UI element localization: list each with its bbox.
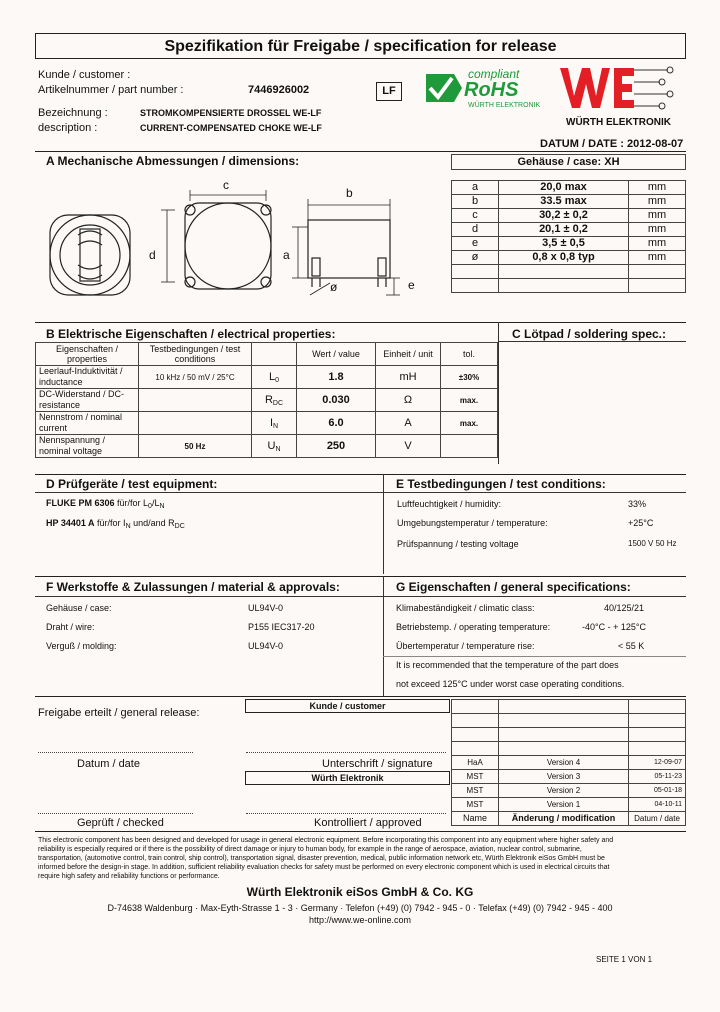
customer-label: Kunde / customer : xyxy=(38,69,131,81)
rohs-compliant: compliant xyxy=(468,67,520,81)
spec-optemp-label: Betriebstemp. / operating temperature: xyxy=(396,622,551,632)
disclaimer-line-3: transportation, (automotive control, train control, ship control), transportation signal, disaster prevention, medical, public information network etc, Würth Elektronik eiSos GmbH must be xyxy=(38,855,605,862)
page-title: Spezifikation für Freigabe / specification for release xyxy=(164,38,557,55)
dim-label-d: d xyxy=(149,248,156,262)
test-equipment-2: HP 34401 A für/for $I_N$ und/and $R_{DC}$ xyxy=(46,518,185,530)
table-row: a 20,0 max mm xyxy=(452,181,686,195)
table-row: MST Version 2 05-01-18 xyxy=(452,784,686,798)
table-row: Nennspannung / nominal voltage 50 Hz $U_N$ 250 V xyxy=(36,435,498,458)
description-value: CURRENT-COMPENSATED CHOKE WE-LF xyxy=(140,123,322,133)
electrical-table: Eigenschaften / properties Testbedingungen / test conditions Wert / value Einheit / unit tol. Leerlauf-Induktivität / inductance 10 kHz / 50 mV / 25°C $L_0$ 1.8 mH ±30% DC-Widerstand / DC-resistance $R_{DC}$ 0.030 Ω max. Nennstrom / nominal current $I_N$ 6.0 A max. Nennspannung / nominal voltage 50 Hz $U_N$ 250 V xyxy=(35,342,498,458)
table-row xyxy=(452,279,686,293)
page-number: SEITE 1 VON 1 xyxy=(596,955,653,964)
section-d-title: D Prüfgeräte / test equipment: xyxy=(46,477,218,491)
material-molding-label: Verguß / molding: xyxy=(46,641,117,651)
disclaimer-line-5: require high safety and reliability functions or performance. xyxy=(38,873,220,880)
material-wire-label: Draht / wire: xyxy=(46,622,95,632)
table-row: HaA Version 4 12-09-07 xyxy=(452,756,686,770)
spec-climatic-label: Klimabeständigkeit / climatic class: xyxy=(396,603,535,613)
rohs-logo xyxy=(418,68,546,110)
we-logo-icon xyxy=(556,62,686,116)
bezeichnung-label: Bezeichnung : xyxy=(38,107,108,119)
checked-label: Geprüft / checked xyxy=(77,817,164,829)
section-f-title: F Werkstoffe & Zulassungen / material & approvals: xyxy=(46,580,340,594)
test-cond-humidity-label: Luftfeuchtigkeit / humidity: xyxy=(397,499,502,509)
release-date-label: Datum / date xyxy=(77,758,140,770)
title-box xyxy=(35,33,686,59)
dim-label-e: e xyxy=(408,278,415,292)
release-signature-label: Unterschrift / signature xyxy=(322,758,433,770)
rohs-text: RoHS xyxy=(464,79,519,101)
disclaimer-line-2: reliability is especially required or if there is the possibility of direct damage or injury to human body, for example in the range of aerospace, aviation, nuclear control, submarine, xyxy=(38,846,582,853)
material-wire-value: P155 IEC317-20 xyxy=(248,622,315,632)
dim-label-b: b xyxy=(346,186,353,200)
table-row: d 20,1 ± 0,2 mm xyxy=(452,223,686,237)
company-address: D-74638 Waldenburg · Max-Eyth-Strasse 1 - 3 · Germany · Telefon (+49) (0) 7942 - 945 - 0 · Telefax (+49) (0) 7942 - 945 - 400 xyxy=(107,903,613,913)
bezeichnung-value: STROMKOMPENSIERTE DROSSEL WE-LF xyxy=(140,108,322,118)
table-row: MST Version 3 05-11-23 xyxy=(452,770,686,784)
table-row: MST Version 1 04-10-11 xyxy=(452,798,686,812)
dim-label-a: a xyxy=(283,248,290,262)
datasheet-date: DATUM / DATE : 2012-08-07 xyxy=(540,138,684,150)
dim-label-diameter: ø xyxy=(330,280,338,294)
test-cond-voltage-label: Prüfspannung / testing voltage xyxy=(397,539,519,549)
table-row: Nennstrom / nominal current $I_N$ 6.0 A max. xyxy=(36,412,498,435)
revision-table: HaA Version 4 12-09-07 MST Version 3 05-11-23 MST Version 2 05-01-18 MST Version 1 04-10-11 Name Änderung / modification Datum / date xyxy=(451,699,686,826)
test-cond-voltage-value: 1500 V 50 Hz xyxy=(628,539,677,548)
table-row: e 3,5 ± 0,5 mm xyxy=(452,237,686,251)
section-g-title: G Eigenschaften / general specifications: xyxy=(396,580,631,594)
dimension-table xyxy=(451,154,686,293)
section-c-title: C Lötpad / soldering spec.: xyxy=(512,327,667,341)
section-b-title: B Elektrische Eigenschaften / electrical properties: xyxy=(46,327,336,341)
section-e-title: E Testbedingungen / test conditions: xyxy=(396,477,606,491)
test-cond-temp-label: Umgebungstemperatur / temperature: xyxy=(397,518,548,528)
material-molding-value: UL94V-0 xyxy=(248,641,284,651)
description-label: description : xyxy=(38,122,98,134)
table-row: DC-Widerstand / DC-resistance $R_{DC}$ 0.030 Ω max. xyxy=(36,389,498,412)
we-box: Würth Elektronik xyxy=(245,771,450,785)
test-equipment-1: FLUKE PM 6306 für/for $L_0/L_N$ xyxy=(46,498,165,510)
disclaimer-line-1: This electronic component has been designed and developed for usage in general electronic equipment. Before incorporating this component into any equipment where higher safety and xyxy=(38,837,614,844)
spec-temprise-label: Übertemperatur / temperature rise: xyxy=(396,641,535,651)
spec-climatic-value: 40/125/21 xyxy=(604,603,645,613)
dim-label-c: c xyxy=(223,178,229,192)
part-number-label: Artikelnummer / part number : xyxy=(38,84,184,96)
release-label: Freigabe erteilt / general release: xyxy=(38,707,200,719)
table-row: c 30,2 ± 0,2 mm xyxy=(452,209,686,223)
spec-note-1: It is recommended that the temperature of the part does xyxy=(396,660,619,670)
approved-label: Kontrolliert / approved xyxy=(314,817,422,829)
material-case-value: UL94V-0 xyxy=(248,603,284,613)
dimension-drawing xyxy=(40,165,450,310)
part-number: 7446926002 xyxy=(248,84,310,96)
table-row: ø 0,8 x 0,8 typ mm xyxy=(452,251,686,265)
company-name: Würth Elektronik eiSos GmbH & Co. KG xyxy=(246,885,474,899)
disclaimer-line-4: informed before the design-in stage. In addition, sufficient reliability evaluation checks for safety must be performed on every electronic component which is used in electrical circuits that xyxy=(38,864,610,871)
section-a-title: A Mechanische Abmessungen / dimensions: xyxy=(46,154,300,168)
spec-optemp-value: -40°C - + 125°C xyxy=(582,622,646,632)
case-header: Gehäuse / case: XH xyxy=(452,155,686,170)
brand-name: WÜRTH ELEKTRONIK xyxy=(566,117,671,128)
test-cond-temp-value: +25°C xyxy=(628,518,654,528)
rohs-subtext: WÜRTH ELEKTRONIK xyxy=(468,102,541,109)
table-row xyxy=(452,265,686,279)
customer-box: Kunde / customer xyxy=(245,699,450,713)
we-logo xyxy=(556,62,686,116)
spec-temprise-value: < 55 K xyxy=(618,641,645,651)
company-website[interactable]: http://www.we-online.com xyxy=(308,915,412,925)
lf-badge-box xyxy=(376,82,402,101)
table-row: Leerlauf-Induktivität / inductance 10 kHz / 50 mV / 25°C $L_0$ 1.8 mH ±30% xyxy=(36,366,498,389)
table-row: b 33.5 max mm xyxy=(452,195,686,209)
test-cond-humidity-value: 33% xyxy=(628,499,647,509)
material-case-label: Gehäuse / case: xyxy=(46,603,112,613)
lf-badge: LF xyxy=(382,85,396,97)
spec-note-2: not exceed 125°C under worst case operating conditions. xyxy=(396,679,625,689)
